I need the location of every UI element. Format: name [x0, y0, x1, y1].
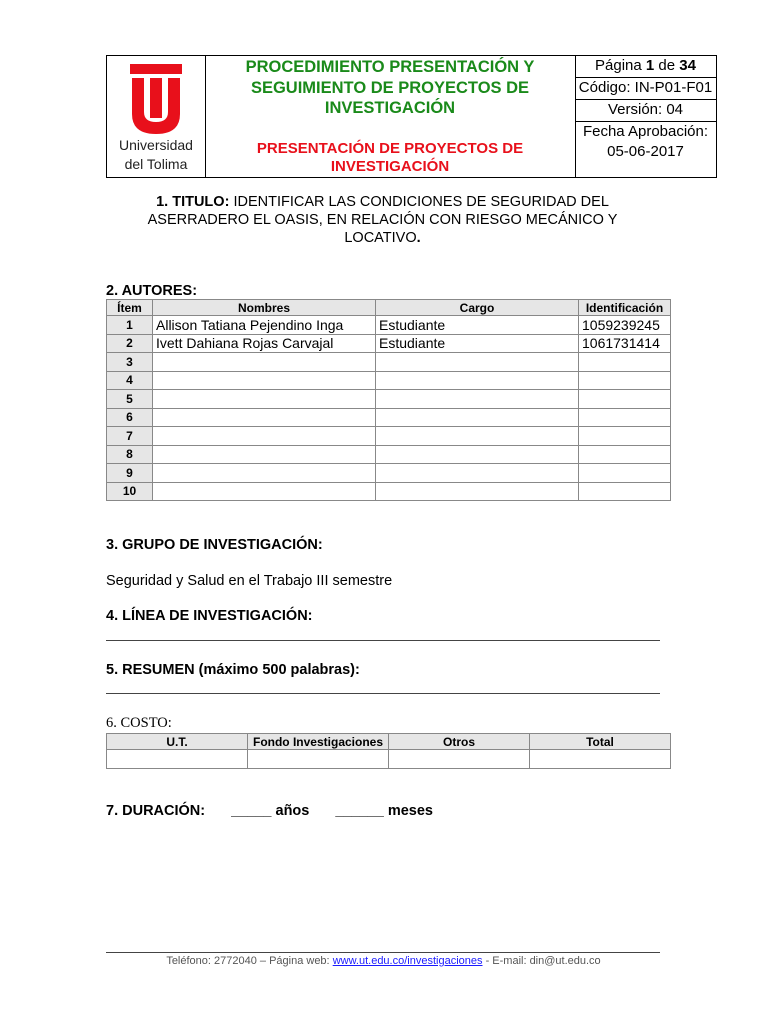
summary-blank	[106, 693, 660, 694]
author-name-cell: Ivett Dahiana Rojas Carvajal	[153, 334, 376, 353]
footer-rule	[106, 952, 660, 953]
author-id-cell	[579, 445, 671, 464]
author-id-cell: 1061731414	[579, 334, 671, 353]
title-line3: LOCATIVO	[344, 230, 417, 246]
authors-table	[106, 299, 671, 501]
footer-phone: Teléfono: 2772040 – Página web:	[166, 955, 330, 967]
author-role-cell	[376, 464, 579, 483]
table-row	[107, 408, 671, 427]
title-section	[120, 193, 645, 247]
authors-header-row	[107, 300, 671, 316]
author-role-cell: Estudiante	[376, 316, 579, 335]
table-row	[107, 390, 671, 409]
page-of: de	[658, 57, 676, 74]
table-row	[107, 482, 671, 501]
page-number: 1	[645, 57, 655, 74]
summary-label: 5. RESUMEN (máximo 500 palabras):	[106, 662, 360, 678]
author-item-cell: 9	[107, 464, 153, 483]
title-label: 1. TITULO:	[156, 194, 230, 210]
cost-value-row	[107, 750, 671, 769]
title-line1: IDENTIFICAR LAS CONDICIONES DE SEGURIDAD DEL	[233, 194, 609, 210]
col-role: Cargo	[376, 300, 579, 316]
author-role-cell	[376, 371, 579, 390]
header-meta-cell	[575, 56, 716, 177]
author-name-cell	[153, 371, 376, 390]
author-id-cell	[579, 390, 671, 409]
procedure-title	[205, 57, 575, 119]
author-name-cell	[153, 427, 376, 446]
cost-ut-cell	[107, 750, 248, 769]
author-name-cell: Allison Tatiana Pejendino Inga	[153, 316, 376, 335]
document-header	[106, 55, 717, 178]
footer-website-link[interactable]: www.ut.edu.co/investigaciones	[332, 955, 483, 967]
cost-table	[106, 733, 671, 769]
author-name-cell	[153, 353, 376, 372]
author-name-cell	[153, 464, 376, 483]
author-id-cell	[579, 427, 671, 446]
cost-col-other: Otros	[389, 734, 530, 750]
procedure-title-line3: INVESTIGACIÓN	[324, 99, 456, 117]
author-name-cell	[153, 408, 376, 427]
document-code: Código: IN-P01-F01	[575, 78, 716, 100]
table-row	[107, 353, 671, 372]
table-row	[107, 371, 671, 390]
author-id-cell	[579, 464, 671, 483]
cost-label: 6. COSTO:	[106, 715, 172, 731]
author-item-cell: 10	[107, 482, 153, 501]
form-subtitle	[205, 140, 575, 176]
cost-total-cell	[530, 750, 671, 769]
procedure-title-line1: PROCEDIMIENTO PRESENTACIÓN Y	[245, 58, 535, 76]
cost-other-cell	[389, 750, 530, 769]
cost-col-total: Total	[530, 734, 671, 750]
author-item-cell: 6	[107, 408, 153, 427]
table-row	[107, 334, 671, 353]
title-line2: ASERRADERO EL OASIS, EN RELACIÓN CON RIESGO MECÁNICO Y	[147, 212, 618, 228]
author-name-cell	[153, 390, 376, 409]
author-role-cell	[376, 427, 579, 446]
author-name-cell	[153, 482, 376, 501]
author-id-cell: 1059239245	[579, 316, 671, 335]
col-item: Ítem	[107, 300, 153, 316]
col-names: Nombres	[153, 300, 376, 316]
document-version: Versión: 04	[575, 100, 716, 122]
approval-value: 05-06-2017	[607, 143, 684, 160]
months-blank: ______	[335, 803, 384, 819]
months-label: meses	[387, 803, 433, 819]
group-label: 3. GRUPO DE INVESTIGACIÓN:	[106, 537, 323, 553]
table-row	[107, 316, 671, 335]
author-item-cell: 1	[107, 316, 153, 335]
col-id: Identificación	[579, 300, 671, 316]
author-role-cell	[376, 390, 579, 409]
author-role-cell	[376, 408, 579, 427]
cost-col-ut: U.T.	[107, 734, 248, 750]
author-role-cell: Estudiante	[376, 334, 579, 353]
table-row	[107, 427, 671, 446]
logo-text-line1: Universidad	[119, 137, 193, 153]
author-id-cell	[579, 482, 671, 501]
years-blank: _____	[231, 803, 272, 819]
author-item-cell: 8	[107, 445, 153, 464]
cost-fund-cell	[248, 750, 389, 769]
author-item-cell: 2	[107, 334, 153, 353]
page-label: Página	[595, 57, 642, 74]
logo-text	[107, 136, 205, 174]
author-item-cell: 7	[107, 427, 153, 446]
author-role-cell	[376, 482, 579, 501]
title-line3-end: .	[416, 230, 421, 246]
author-item-cell: 5	[107, 390, 153, 409]
author-item-cell: 4	[107, 371, 153, 390]
footer-email: - E-mail: din@ut.edu.co	[485, 955, 601, 967]
years-label: años	[275, 803, 310, 819]
form-subtitle-line1: PRESENTACIÓN DE PROYECTOS DE	[256, 140, 524, 157]
header-title-cell	[205, 56, 576, 177]
table-row	[107, 445, 671, 464]
form-subtitle-line2: INVESTIGACIÓN	[330, 158, 450, 175]
author-id-cell	[579, 353, 671, 372]
approval-date	[575, 122, 716, 162]
author-role-cell	[376, 445, 579, 464]
procedure-title-line2: SEGUIMIENTO DE PROYECTOS DE	[250, 78, 530, 97]
duration-label: 7. DURACIÓN:	[106, 803, 206, 819]
author-role-cell	[376, 353, 579, 372]
research-line-blank	[106, 640, 660, 641]
duration-section	[106, 803, 433, 819]
author-item-cell: 3	[107, 353, 153, 372]
cost-header-row	[107, 734, 671, 750]
page-total: 34	[679, 57, 696, 74]
logo-text-line2: del Tolima	[124, 156, 188, 172]
page-indicator	[575, 56, 716, 78]
cost-col-fund: Fondo Investigaciones	[248, 734, 389, 750]
logo-cell	[107, 56, 206, 177]
table-row	[107, 464, 671, 483]
authors-label: 2. AUTORES:	[106, 283, 198, 299]
author-id-cell	[579, 371, 671, 390]
approval-label: Fecha Aprobación:	[582, 123, 709, 140]
research-line-label: 4. LÍNEA DE INVESTIGACIÓN:	[106, 608, 313, 624]
author-id-cell	[579, 408, 671, 427]
author-name-cell	[153, 445, 376, 464]
page-footer	[106, 955, 661, 967]
university-logo-icon	[128, 64, 184, 136]
group-value: Seguridad y Salud en el Trabajo III semestre	[106, 573, 393, 589]
